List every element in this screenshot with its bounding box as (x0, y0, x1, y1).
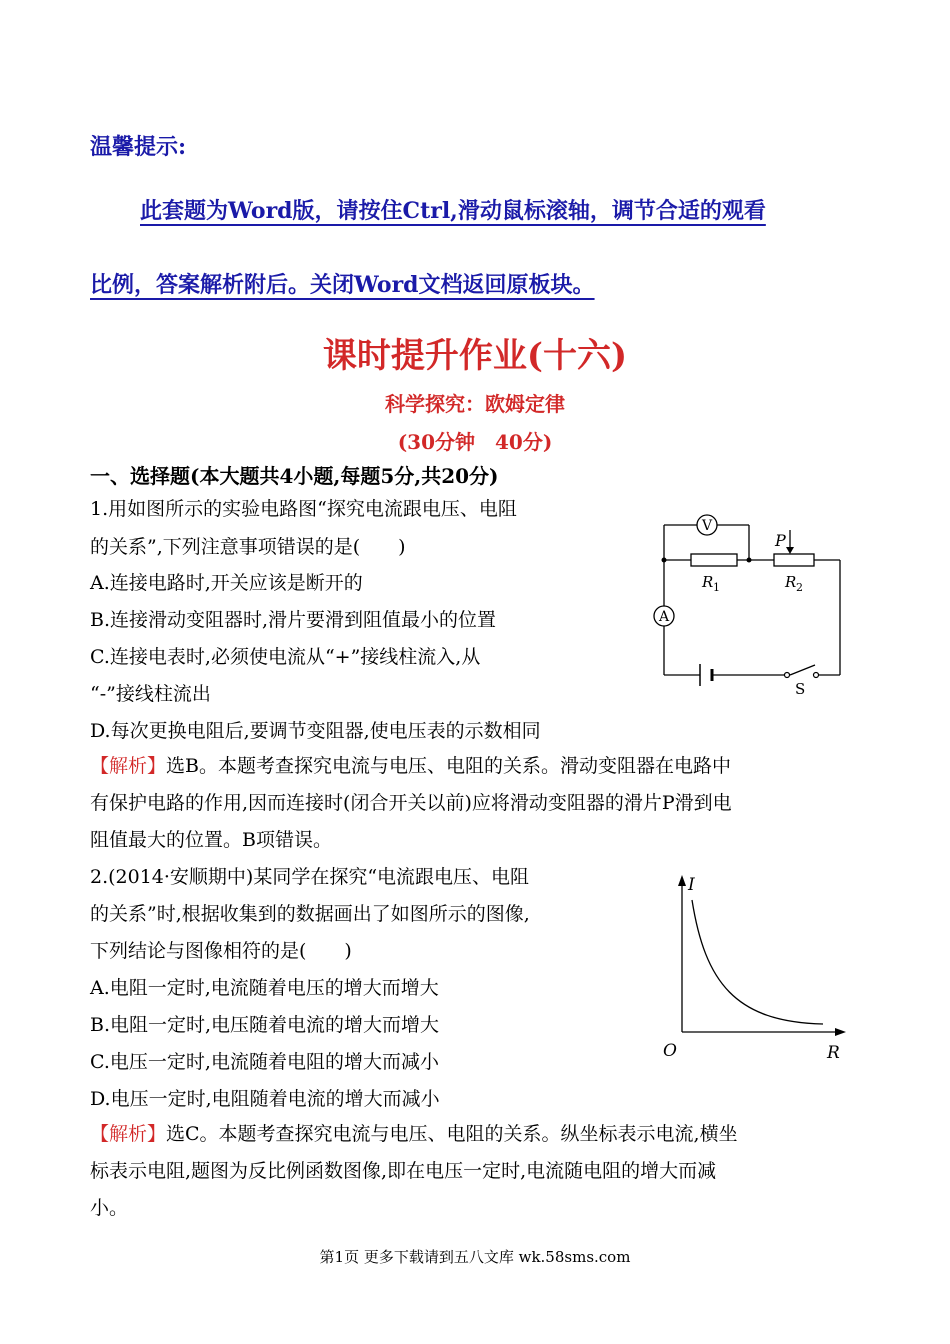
y-axis-label: I (688, 875, 695, 895)
q1-option-d: D.每次更换电阻后,要调节变阻器,使电压表的示数相同 (90, 720, 541, 742)
q2-stem-line3: 下列结论与图像相符的是( ) (90, 940, 352, 962)
page-footer: 第1页 更多下载请到五八文库 wk.58sms.com (319, 1248, 631, 1266)
tip-title: 温馨提示: (90, 134, 187, 160)
circuit-diagram (650, 505, 850, 700)
switch-label: S (795, 680, 806, 698)
q1-analysis-line2: 有保护电路的作用,因而连接时(闭合开关以前)应将滑动变阻器的滑片P滑到电 (90, 792, 732, 814)
inverse-curve (692, 900, 823, 1024)
q2-analysis-line2: 标表示电阻,题图为反比例函数图像,即在电压一定时,电流随电阻的增大而减 (90, 1160, 717, 1182)
q1-option-c-line1: C.连接电表时,必须使电流从“+”接线柱流入,从 (90, 646, 481, 668)
x-axis-label: R (827, 1043, 840, 1063)
q2-option-b: B.电阻一定时,电压随着电流的增大而增大 (90, 1014, 440, 1036)
r1-label: R (702, 573, 714, 591)
q1-stem-line1: 1.用如图所示的实验电路图“探究电流跟电压、电阻 (90, 498, 517, 520)
q2-option-d: D.电压一定时,电阻随着电流的增大而减小 (90, 1088, 440, 1110)
r2-label: R (785, 573, 797, 591)
q1-analysis-line1 (90, 751, 731, 778)
slider-label: P (775, 531, 786, 550)
q1-analysis-tag: 【解析】 (90, 755, 167, 777)
q1-analysis-text: 选B。本题考查探究电流与电压、电阻的关系。滑动变阻器在电路中 (166, 755, 731, 777)
q1-option-a: A.连接电路时,开关应该是断开的 (90, 572, 363, 594)
q1-stem-line2: 的关系”,下列注意事项错误的是( ) (90, 536, 406, 558)
q2-analysis-text: 选C。本题考查探究电流与电压、电阻的关系。纵坐标表示电流,横坐 (166, 1123, 738, 1145)
origin-label: O (663, 1041, 677, 1061)
page-subtitle: 科学探究：欧姆定律 (385, 392, 565, 416)
r2-subscript: 2 (796, 581, 803, 594)
tip-line-2[interactable]: 比例，答案解析附后。关闭Word文档返回原板块。 (90, 272, 595, 298)
y-axis-arrow-icon (678, 875, 686, 886)
r1-subscript: 1 (713, 581, 720, 594)
x-axis-arrow-icon (835, 1028, 846, 1036)
q2-analysis-line1 (90, 1119, 738, 1146)
q2-option-c: C.电压一定时,电流随着电阻的增大而减小 (90, 1051, 439, 1073)
resistor-r2 (774, 554, 814, 566)
voltmeter-label: V (701, 518, 713, 534)
slider-arrow-icon (786, 547, 794, 554)
resistor-r1 (691, 554, 737, 566)
q2-stem-line1: 2.(2014·安顺期中)某同学在探究“电流跟电压、电阻 (90, 866, 530, 888)
q2-analysis-line3: 小。 (90, 1197, 129, 1219)
time-score: (30分钟 40分) (397, 430, 553, 454)
ammeter-label: A (658, 609, 670, 625)
q2-stem-line2: 的关系”时,根据收集到的数据画出了如图所示的图像, (90, 903, 530, 925)
tip-line-1[interactable]: 此套题为Word版，请按住Ctrl,滑动鼠标滚轴，调节合适的观看 (140, 198, 766, 224)
q2-analysis-tag: 【解析】 (90, 1123, 167, 1145)
battery-icon (700, 664, 712, 686)
q1-analysis-line3: 阻值最大的位置。B项错误。 (90, 829, 332, 851)
q2-option-a: A.电阻一定时,电流随着电压的增大而增大 (90, 977, 439, 999)
section-heading: 一、选择题(本大题共4小题,每题5分,共20分) (90, 464, 499, 488)
q1-option-b: B.连接滑动变阻器时,滑片要滑到阻值最小的位置 (90, 609, 497, 631)
current-resistance-graph (655, 872, 855, 1072)
switch-icon (785, 673, 790, 678)
q1-option-c-line2: “-”接线柱流出 (90, 683, 211, 705)
page-title: 课时提升作业(十六) (322, 336, 628, 376)
